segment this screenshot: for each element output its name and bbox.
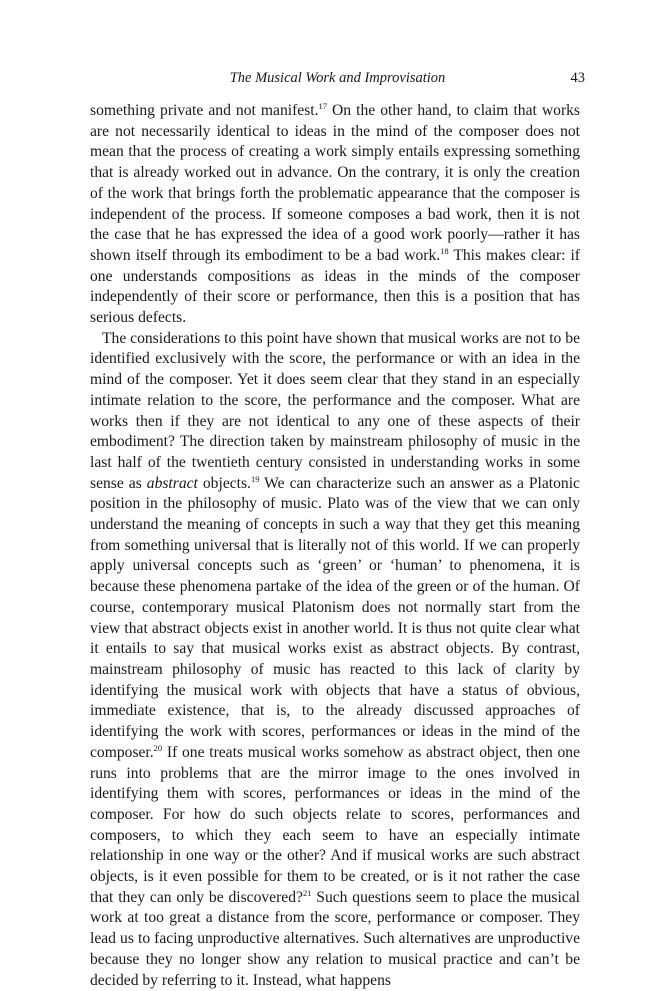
paragraph xyxy=(90,329,580,991)
running-title: The Musical Work and Improvisation xyxy=(229,70,446,86)
running-head xyxy=(90,68,585,88)
text-run: Such questions seem to place the musical work at too great a distance from the score, performance or composer. They lead us to facing unproductive alternatives. Such alternatives are unproductive because they no longer show any relation to musical practice and can’t be decided by referring to it. Instead, what happens xyxy=(90,888,580,989)
footnote-ref: 19 xyxy=(250,473,260,484)
text-run: The considerations to this point have shown that musical works are not to be identified exclusively with the score, the performance or with an idea in the mind of the composer. Yet it does seem clear that they stand in an especially intimate relation to the score, the performance and the composer. What are works then if they are not identical to any one of these aspects of their embodiment? The direction taken by mainstream philosophy of music in the last half of the twentieth century consisted in understanding works in some sense as xyxy=(90,329,580,492)
text-run: If one treats musical works somehow as abstract object, then one runs into problems that are the mirror image to the ones involved in identifying them with scores, performances or ideas in the mind of the composer. For how do such objects relate to scores, performances and composers, to which they each seem to have an especially intimate relationship in one way or the other? And if musical works are such abstract objects, is it even possible for them to be created, or is it not rather the case that they can only be discovered? xyxy=(90,743,580,906)
footnote-ref: 18 xyxy=(440,245,449,256)
text-run: something private and not manifest. xyxy=(90,102,319,119)
text-run: On the other hand, to claim that works are not necessarily identical to ideas in the mind of the composer does not mean that the process of creating a work simply entails expressing something that is already worked out in advance. On the contrary, it is only the creation of the work that brings forth the problematic appearance that the composer is independent of the process. If someone composes a bad work, then it is not the case that he has expressed the idea of a good work poorly—rather it has shown itself through its embodiment to be a bad work. xyxy=(90,102,580,264)
page-number: 43 xyxy=(570,70,585,86)
footnote-ref: 20 xyxy=(153,742,163,753)
emphasis-text: abstract xyxy=(146,474,198,492)
text-run: We can characterize such an answer as a Platonic position in the philosophy of music. Plato was of the view that we can only understand the meaning of concepts in such a way that they get this meaning from something universal that is literally not of this world. If we can properly apply universal concepts such as ‘green’ or ‘human’ to phenomena, it is because these phenomena partake of the idea of the green or of the human. Of course, contemporary musical Platonism does not normally start from the view that abstract objects exist in another world. It is thus not quite clear what it entails to say that musical works exist as abstract objects. By contrast, mainstream philosophy of music has reacted to this lack of clarity by identifying the musical work with objects that have a status of obvious, immediate existence, that is, to the already discussed approaches of identifying the work with scores, performances or ideas in the mind of the composer. xyxy=(90,474,580,761)
text-run: This makes clear: if one understands compositions as ideas in the minds of the composer independently of their score or performance, then this is a position that has serious defects. xyxy=(90,246,580,327)
paragraph xyxy=(90,101,580,329)
text-run: objects. xyxy=(197,474,251,492)
footnote-ref: 17 xyxy=(318,101,327,111)
body-text xyxy=(90,101,580,991)
footnote-ref: 21 xyxy=(302,887,312,898)
